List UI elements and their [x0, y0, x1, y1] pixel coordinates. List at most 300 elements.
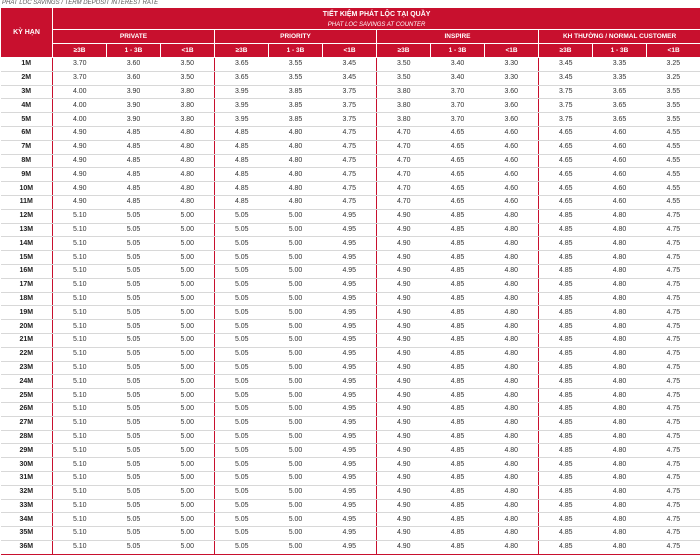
rate-cell: 4.80: [485, 458, 539, 472]
term-cell: 15M: [1, 251, 53, 265]
rate-cell: 4.95: [323, 347, 377, 361]
rate-cell: 4.85: [539, 237, 593, 251]
rate-cell: 5.00: [269, 458, 323, 472]
rate-cell: 4.85: [539, 402, 593, 416]
rate-cell: 4.85: [215, 154, 269, 168]
rate-cell: 5.00: [269, 361, 323, 375]
rate-cell: 4.95: [323, 264, 377, 278]
rate-cell: 4.90: [377, 320, 431, 334]
rate-cell: 5.00: [161, 237, 215, 251]
rate-cell: 3.45: [323, 71, 377, 85]
rate-cell: 4.85: [431, 444, 485, 458]
rate-table-body: [1, 58, 700, 555]
rate-cell: 4.85: [431, 251, 485, 265]
rate-cell: 4.85: [431, 209, 485, 223]
rate-cell: 5.05: [215, 320, 269, 334]
rate-cell: 5.05: [107, 375, 161, 389]
rate-cell: 4.80: [485, 513, 539, 527]
rate-cell: 3.50: [161, 71, 215, 85]
rate-cell: 5.00: [161, 416, 215, 430]
table-title: TIẾT KIỆM PHÁT LỘC TẠI QUẦY: [53, 8, 700, 21]
rate-cell: 4.75: [647, 237, 700, 251]
rate-cell: 4.85: [539, 499, 593, 513]
rate-cell: 4.75: [647, 499, 700, 513]
rate-cell: 4.80: [485, 361, 539, 375]
term-cell: 35M: [1, 527, 53, 541]
rate-cell: 5.00: [269, 499, 323, 513]
table-row: [1, 223, 700, 237]
rate-cell: 4.85: [539, 375, 593, 389]
rate-cell: 4.80: [593, 361, 647, 375]
rate-cell: 5.05: [215, 306, 269, 320]
rate-cell: 4.75: [323, 154, 377, 168]
rate-cell: 4.90: [377, 513, 431, 527]
term-cell: 25M: [1, 389, 53, 403]
rate-cell: 4.85: [215, 126, 269, 140]
rate-cell: 4.85: [107, 195, 161, 209]
rate-cell: 3.75: [323, 85, 377, 99]
rate-cell: 4.80: [593, 209, 647, 223]
rate-cell: 4.80: [593, 513, 647, 527]
rate-cell: 3.25: [647, 58, 700, 72]
rate-cell: 4.75: [323, 140, 377, 154]
table-row: [1, 333, 700, 347]
rate-cell: 3.25: [647, 71, 700, 85]
rate-cell: 5.00: [161, 264, 215, 278]
term-cell: 21M: [1, 333, 53, 347]
rate-cell: 3.60: [107, 58, 161, 72]
rate-cell: 4.85: [107, 182, 161, 196]
rate-cell: 4.80: [593, 292, 647, 306]
rate-cell: 5.05: [215, 499, 269, 513]
rate-cell: 4.75: [647, 458, 700, 472]
table-row: [1, 540, 700, 554]
rate-cell: 4.75: [647, 361, 700, 375]
rate-cell: 4.85: [539, 540, 593, 554]
rate-cell: 5.00: [269, 223, 323, 237]
rate-cell: 3.80: [161, 113, 215, 127]
rate-cell: 4.80: [485, 485, 539, 499]
term-cell: 16M: [1, 264, 53, 278]
rate-cell: 5.10: [53, 540, 107, 554]
rate-cell: 4.95: [323, 209, 377, 223]
rate-cell: 3.55: [269, 71, 323, 85]
rate-cell: 4.65: [539, 154, 593, 168]
rate-cell: 5.05: [215, 513, 269, 527]
term-cell: 26M: [1, 402, 53, 416]
rate-cell: 4.85: [539, 251, 593, 265]
table-caption: PHAT LOC SAVINGS / TERM DEPOSIT INTEREST RATE: [2, 0, 158, 7]
tier-header: 1 - 3B: [107, 44, 161, 58]
rate-cell: 3.80: [377, 113, 431, 127]
rate-cell: 5.10: [53, 471, 107, 485]
rate-cell: 4.95: [323, 540, 377, 554]
rate-cell: 3.70: [431, 85, 485, 99]
tier-header: ≥3B: [539, 44, 593, 58]
rate-cell: 4.90: [377, 471, 431, 485]
rate-cell: 5.10: [53, 209, 107, 223]
rate-cell: 5.05: [107, 540, 161, 554]
term-cell: 18M: [1, 292, 53, 306]
rate-cell: 4.75: [647, 347, 700, 361]
term-cell: 4M: [1, 99, 53, 113]
rate-cell: 5.10: [53, 264, 107, 278]
rate-cell: 4.85: [539, 485, 593, 499]
rate-cell: 5.00: [161, 389, 215, 403]
term-cell: 31M: [1, 471, 53, 485]
tier-header: ≥3B: [215, 44, 269, 58]
rate-cell: 4.75: [323, 168, 377, 182]
rate-cell: 4.80: [485, 306, 539, 320]
rate-cell: 4.80: [593, 485, 647, 499]
rate-cell: 5.05: [215, 347, 269, 361]
rate-cell: 5.10: [53, 513, 107, 527]
rate-cell: 4.80: [593, 306, 647, 320]
rate-cell: 5.05: [107, 513, 161, 527]
rate-cell: 4.85: [431, 264, 485, 278]
rate-cell: 4.75: [647, 209, 700, 223]
rate-cell: 4.95: [323, 237, 377, 251]
term-cell: 6M: [1, 126, 53, 140]
rate-cell: 4.85: [539, 223, 593, 237]
rate-cell: 4.80: [593, 540, 647, 554]
rate-cell: 4.75: [647, 264, 700, 278]
table-row: [1, 347, 700, 361]
rate-cell: 4.60: [593, 168, 647, 182]
rate-cell: 4.80: [593, 430, 647, 444]
tier-header: <1B: [161, 44, 215, 58]
rate-cell: 5.00: [269, 444, 323, 458]
rate-cell: 4.80: [269, 168, 323, 182]
rate-cell: 5.10: [53, 223, 107, 237]
term-cell: 17M: [1, 278, 53, 292]
rate-cell: 4.80: [593, 278, 647, 292]
table-row: [1, 99, 700, 113]
rate-cell: 3.95: [215, 85, 269, 99]
table-subtitle: PHAT LOC SAVINGS AT COUNTER: [53, 21, 700, 29]
rate-cell: 4.65: [539, 195, 593, 209]
table-row: [1, 85, 700, 99]
rate-cell: 5.05: [215, 264, 269, 278]
rate-cell: 4.80: [485, 430, 539, 444]
table-row: [1, 264, 700, 278]
rate-cell: 4.80: [593, 402, 647, 416]
rate-cell: 4.55: [647, 182, 700, 196]
rate-cell: 4.85: [431, 471, 485, 485]
rate-cell: 5.10: [53, 458, 107, 472]
term-cell: 19M: [1, 306, 53, 320]
rate-cell: 4.80: [593, 223, 647, 237]
rate-cell: 4.80: [485, 320, 539, 334]
group-header-private: PRIVATE: [53, 30, 215, 44]
rate-cell: 4.55: [647, 195, 700, 209]
rate-cell: 4.75: [647, 375, 700, 389]
rate-cell: 4.85: [107, 140, 161, 154]
rate-cell: 4.80: [485, 527, 539, 541]
rate-cell: 5.00: [269, 375, 323, 389]
rate-cell: 5.05: [215, 251, 269, 265]
rate-cell: 4.80: [269, 154, 323, 168]
rate-cell: 3.60: [485, 85, 539, 99]
rate-cell: 3.50: [377, 71, 431, 85]
rate-cell: 3.75: [323, 113, 377, 127]
rate-cell: 4.80: [593, 444, 647, 458]
rate-cell: 4.80: [593, 499, 647, 513]
rate-cell: 3.75: [539, 113, 593, 127]
rate-cell: 5.00: [161, 333, 215, 347]
rate-cell: 5.05: [107, 402, 161, 416]
rate-cell: 4.80: [485, 375, 539, 389]
table-row: [1, 209, 700, 223]
rate-cell: 4.85: [539, 444, 593, 458]
rate-cell: 4.80: [593, 527, 647, 541]
rate-cell: 5.00: [161, 513, 215, 527]
rate-cell: 4.90: [53, 182, 107, 196]
rate-cell: 5.10: [53, 499, 107, 513]
rate-cell: 4.80: [161, 168, 215, 182]
rate-cell: 4.75: [647, 402, 700, 416]
rate-cell: 4.80: [593, 375, 647, 389]
rate-cell: 5.00: [161, 402, 215, 416]
rate-cell: 3.65: [215, 58, 269, 72]
rate-cell: 5.05: [107, 292, 161, 306]
rate-cell: 4.85: [539, 333, 593, 347]
table-row: [1, 58, 700, 72]
rate-cell: 3.55: [647, 99, 700, 113]
rate-cell: 5.05: [215, 471, 269, 485]
rate-cell: 4.60: [485, 140, 539, 154]
rate-cell: 5.00: [269, 471, 323, 485]
rate-cell: 4.80: [161, 182, 215, 196]
rate-cell: 3.95: [215, 113, 269, 127]
table-row: [1, 361, 700, 375]
rate-cell: 4.85: [107, 126, 161, 140]
rate-cell: 5.05: [215, 223, 269, 237]
rate-cell: 3.75: [539, 99, 593, 113]
rate-cell: 3.90: [107, 99, 161, 113]
table-row: [1, 278, 700, 292]
table-row: [1, 126, 700, 140]
rate-cell: 5.05: [215, 444, 269, 458]
rate-cell: 4.75: [647, 416, 700, 430]
term-cell: 28M: [1, 430, 53, 444]
rate-cell: 5.05: [107, 416, 161, 430]
rate-cell: 4.85: [539, 347, 593, 361]
rate-cell: 4.75: [647, 251, 700, 265]
rate-cell: 4.65: [539, 168, 593, 182]
rate-cell: 5.10: [53, 444, 107, 458]
rate-cell: 5.05: [215, 430, 269, 444]
rate-cell: 5.00: [269, 306, 323, 320]
rate-cell: 4.85: [215, 182, 269, 196]
rate-cell: 4.60: [593, 140, 647, 154]
rate-cell: 5.05: [107, 430, 161, 444]
rate-cell: 5.00: [269, 209, 323, 223]
rate-cell: 4.90: [377, 375, 431, 389]
rate-cell: 4.80: [593, 237, 647, 251]
rate-cell: 5.00: [161, 347, 215, 361]
rate-cell: 4.90: [53, 154, 107, 168]
rate-cell: 4.70: [377, 140, 431, 154]
rate-cell: 4.80: [485, 444, 539, 458]
rate-cell: 4.90: [377, 499, 431, 513]
rate-cell: 4.90: [377, 264, 431, 278]
interest-rate-table: [0, 7, 700, 555]
rate-cell: 3.50: [161, 58, 215, 72]
term-cell: 10M: [1, 182, 53, 196]
term-cell: 11M: [1, 195, 53, 209]
rate-cell: 5.00: [161, 485, 215, 499]
rate-cell: 4.95: [323, 389, 377, 403]
rate-cell: 5.05: [107, 389, 161, 403]
rate-cell: 4.95: [323, 430, 377, 444]
rate-cell: 5.05: [107, 361, 161, 375]
rate-cell: 4.85: [431, 499, 485, 513]
group-header-inspire: INSPIRE: [377, 30, 539, 44]
rate-cell: 4.85: [539, 389, 593, 403]
rate-cell: 5.00: [161, 458, 215, 472]
tier-header: <1B: [323, 44, 377, 58]
rate-cell: 5.00: [269, 333, 323, 347]
rate-cell: 4.85: [539, 361, 593, 375]
rate-cell: 4.65: [539, 182, 593, 196]
table-row: [1, 416, 700, 430]
rate-cell: 3.85: [269, 85, 323, 99]
table-row: [1, 485, 700, 499]
rate-cell: 5.00: [161, 540, 215, 554]
rate-cell: 4.85: [539, 264, 593, 278]
rate-cell: 3.75: [539, 85, 593, 99]
table-row: [1, 444, 700, 458]
rate-cell: 4.85: [539, 458, 593, 472]
rate-cell: 4.90: [377, 251, 431, 265]
rate-cell: 4.80: [161, 154, 215, 168]
rate-cell: 4.90: [377, 347, 431, 361]
rate-cell: 4.80: [269, 195, 323, 209]
table-row: [1, 471, 700, 485]
rate-cell: 5.00: [269, 430, 323, 444]
rate-cell: 4.85: [539, 527, 593, 541]
rate-cell: 5.10: [53, 402, 107, 416]
rate-cell: 4.75: [647, 320, 700, 334]
table-row: [1, 71, 700, 85]
rate-cell: 3.55: [647, 85, 700, 99]
term-cell: 30M: [1, 458, 53, 472]
rate-cell: 4.75: [323, 182, 377, 196]
rate-cell: 4.85: [431, 375, 485, 389]
rate-cell: 3.95: [215, 99, 269, 113]
rate-cell: 4.80: [269, 126, 323, 140]
rate-cell: 4.85: [431, 292, 485, 306]
tier-header: 1 - 3B: [269, 44, 323, 58]
rate-cell: 4.80: [593, 389, 647, 403]
term-cell: 23M: [1, 361, 53, 375]
term-cell: 20M: [1, 320, 53, 334]
rate-cell: 4.85: [431, 540, 485, 554]
rate-cell: 4.75: [647, 485, 700, 499]
rate-cell: 4.90: [53, 126, 107, 140]
table-row: [1, 402, 700, 416]
rate-cell: 4.90: [377, 389, 431, 403]
rate-cell: 5.00: [161, 361, 215, 375]
rate-cell: 3.90: [107, 113, 161, 127]
table-row: [1, 513, 700, 527]
rate-cell: 4.80: [485, 278, 539, 292]
rate-cell: 5.00: [269, 251, 323, 265]
rate-cell: 4.60: [593, 182, 647, 196]
table-row: [1, 320, 700, 334]
rate-cell: 5.05: [107, 278, 161, 292]
rate-cell: 4.85: [431, 320, 485, 334]
rate-cell: 3.60: [107, 71, 161, 85]
rate-cell: 4.80: [593, 320, 647, 334]
rate-cell: 4.95: [323, 251, 377, 265]
table-row: [1, 154, 700, 168]
rate-cell: 4.80: [485, 499, 539, 513]
rate-cell: 4.90: [377, 209, 431, 223]
rate-cell: 4.55: [647, 140, 700, 154]
rate-cell: 5.05: [107, 333, 161, 347]
rate-cell: 5.05: [107, 306, 161, 320]
term-cell: 7M: [1, 140, 53, 154]
rate-cell: 5.00: [269, 278, 323, 292]
rate-cell: 4.75: [647, 389, 700, 403]
rate-cell: 3.70: [53, 71, 107, 85]
rate-cell: 5.05: [215, 333, 269, 347]
rate-cell: 5.10: [53, 361, 107, 375]
rate-cell: 4.85: [431, 430, 485, 444]
rate-cell: 5.00: [269, 237, 323, 251]
term-cell: 22M: [1, 347, 53, 361]
tier-header: ≥3B: [377, 44, 431, 58]
rate-cell: 5.10: [53, 485, 107, 499]
rate-cell: 5.05: [107, 320, 161, 334]
table-row: [1, 237, 700, 251]
rate-cell: 5.05: [107, 471, 161, 485]
rate-cell: 4.75: [647, 444, 700, 458]
rate-cell: 4.85: [539, 209, 593, 223]
rate-cell: 3.45: [539, 71, 593, 85]
table-row: [1, 306, 700, 320]
rate-cell: 4.80: [269, 140, 323, 154]
rate-cell: 4.85: [539, 320, 593, 334]
rate-cell: 4.85: [215, 168, 269, 182]
rate-cell: 4.75: [647, 430, 700, 444]
rate-cell: 3.90: [107, 85, 161, 99]
rate-cell: 4.80: [485, 471, 539, 485]
rate-cell: 3.30: [485, 58, 539, 72]
rate-cell: 4.95: [323, 223, 377, 237]
rate-cell: 4.80: [161, 126, 215, 140]
rate-cell: 5.10: [53, 389, 107, 403]
term-cell: 36M: [1, 540, 53, 554]
rate-cell: 3.35: [593, 58, 647, 72]
rate-cell: 3.75: [323, 99, 377, 113]
rate-cell: 5.05: [107, 527, 161, 541]
rate-cell: 4.75: [647, 278, 700, 292]
tier-header: ≥3B: [53, 44, 107, 58]
term-cell: 5M: [1, 113, 53, 127]
rate-cell: 4.70: [377, 154, 431, 168]
rate-cell: 5.00: [269, 513, 323, 527]
rate-cell: 4.75: [647, 223, 700, 237]
rate-cell: 4.80: [485, 333, 539, 347]
table-row: [1, 168, 700, 182]
rate-cell: 4.65: [431, 140, 485, 154]
table-row: [1, 430, 700, 444]
rate-cell: 3.40: [431, 71, 485, 85]
rate-cell: 4.60: [485, 154, 539, 168]
